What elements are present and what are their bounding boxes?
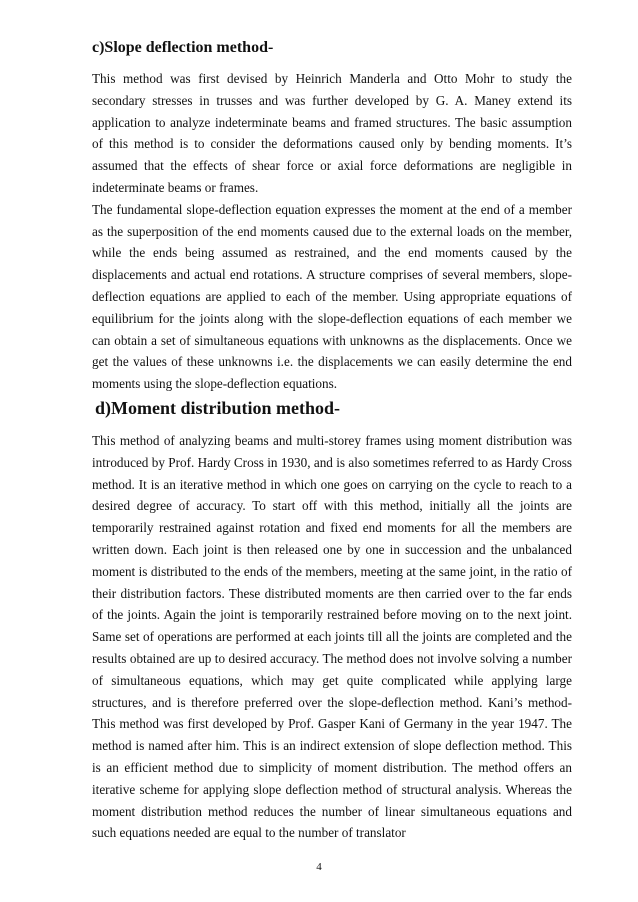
page-content — [92, 38, 572, 844]
slope-deflection-heading: c)Slope deflection method- — [92, 39, 274, 56]
slope-deflection-paragraph-1: This method was first devised by Heinrich Manderla and Otto Mohr to study the secondary stresses in trusses and was further developed by G. A. Maney extend its application to analyze indeterminate beams and framed structures. The basic assumption of this method is to consider the deformations caused only by bending moments. It’s assumed that the effects of shear force or axial force deformations are negligible in indeterminate beams or frames. — [92, 71, 572, 195]
page-number: 4 — [316, 861, 322, 873]
moment-distribution-heading: d)Moment distribution method- — [95, 397, 341, 418]
slope-deflection-paragraph-2: The fundamental slope-deflection equation expresses the moment at the end of a member as the superposition of the end moments caused due to the external loads on the member, while the ends being assumed as restrained, and the end moments caused by the displacements and actual end rotations. A structure comprises of several members, slope-deflection equations are applied to each of the member. Using appropriate equations of equilibrium for the joints along with the slope-deflection equations of each member we can obtain a set of simultaneous equations with unknowns as the displacements. Once we get the values of these unknowns i.e. the displacements we can easily determine the end moments using the slope-deflection equations. — [92, 201, 572, 392]
moment-distribution-paragraph: This method of analyzing beams and multi-storey frames using moment distribution was introduced by Prof. Hardy Cross in 1930, and is also sometimes referred to as Hardy Cross method. It is an iterative method in which one goes on carrying on the cycle to reach to a desired degree of accuracy. To start off with this method, initially all the joints are temporarily restrained against rotation and fixed end moments for all the members are written down. Each joint is then released one by one in succession and the unbalanced moment is distributed to the ends of the members, meeting at the same joint, in the ratio of their distribution factors. These distributed moments are then carried over to the far ends of the joints. Again the joint is temporarily restrained before moving on to the next joint. Same set of operations are performed at each joints till all the joints are completed and the results obtained are up to desired accuracy. The method does not involve solving a number of simultaneous equations, which may get quite complicated while applying large structures, and is therefore preferred over the slope-deflection method. Kani’s method- This method was first developed by Prof. Gasper Kani of Germany in the year 1947. The method is named after him. This is an indirect extension of slope deflection method. This is an efficient method due to simplicity of moment distribution. The method offers an iterative scheme for applying slope deflection method of structural analysis. Whereas the moment distribution method reduces the number of linear simultaneous equations and such equations needed are equal to the number of translator — [92, 432, 572, 841]
